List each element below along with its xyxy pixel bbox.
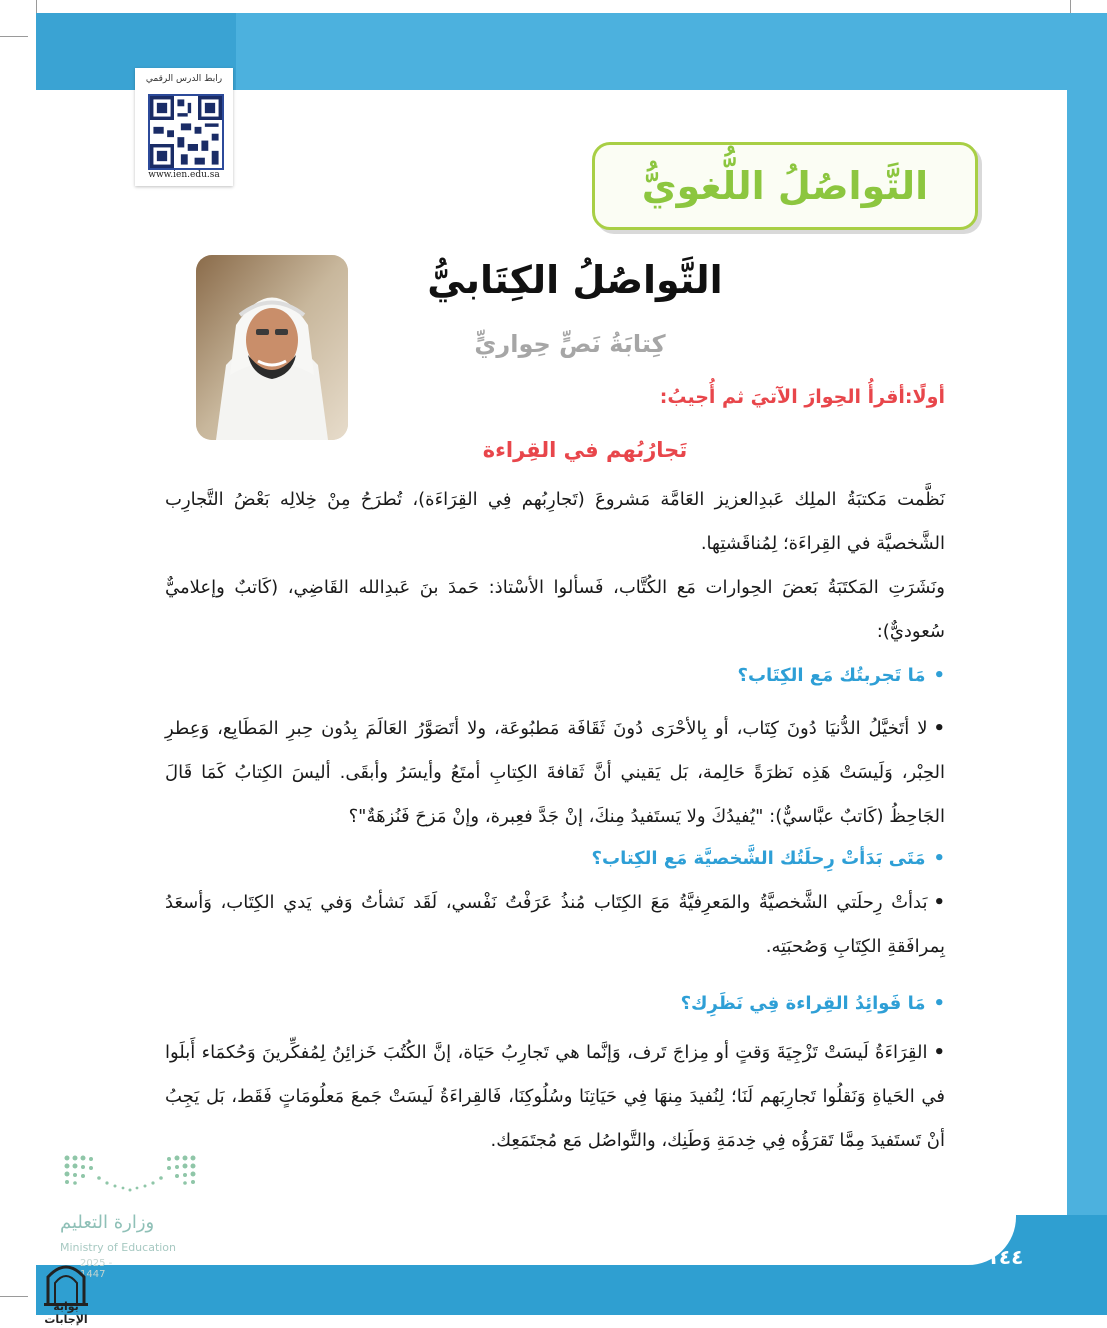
answer-3 (165, 1031, 945, 1163)
intro-paragraph: نَظَّمت مَكتبَةُ الملِك عَبدِالعزيز العَامَّة مَشروعَ (تَجارِبُهم فِي القِرَاءَة)، تُطرَحُ مِنْ خِلالِه بَعْضُ التَّجارِب الشَّخصيَّة في القِراءَة؛ لِمُناقَشتِها. (165, 489, 945, 554)
ministry-name-arabic: وزارة التعليم (60, 1212, 155, 1233)
bullet-icon: • (933, 993, 945, 1014)
instruction-text: أولًا:أقرأُ الحِوارَ الآتيَ ثم أُجيبُ: (659, 386, 945, 408)
bullet-icon: • (933, 892, 945, 913)
qr-code-icon (148, 94, 224, 170)
question-2-text: مَتَى بَدَأتْ رِحلَتُك الشَّخصيَّة مَع الكِتاب؟ (591, 848, 926, 869)
bullet-icon: • (933, 1042, 945, 1063)
author-portrait-image (196, 255, 348, 440)
question-1-text: مَا تَجربتُك مَع الكِتَاب؟ (737, 665, 926, 686)
answer-1 (165, 707, 945, 839)
question-1 (400, 665, 945, 686)
qr-code-card[interactable] (135, 68, 233, 186)
author-photo (196, 255, 348, 440)
ministry-year: 2025 - 1447 (80, 1258, 113, 1280)
answer-3-text: القِرَاءَةُ لَيسَتْ تَزْجِيَةَ وَقتٍ أو مِزاجَ تَرف، وَإنَّما هي تَجارِبُ حَيَاة، إنَّ الكُتُبَ خَزائِنُ لِمُفكِّرينَ وَحُكمَاء أَبلَوا في الحَياةِ وَنَقلُوا تَجارِبَهم لَنَا؛ لِنُفيدَ مِنهَا فِي حَيَاتِنَا وسُلُوكِنَا، فَالقِراءَةُ لَيسَتْ جَمعَ مَعلُومَاتٍ فَقَط، بَل يَجِبُ أنْ تَستَفيدَ مِمَّا تَقرَؤُه فِي خِدمَةِ وَطَنِك، والتَّواصُل مَع مُجتَمَعِك. (165, 1042, 945, 1151)
ministry-name-english: Ministry of Education (60, 1241, 177, 1254)
context-paragraph: ونَشَرَتِ المَكتَبَةُ بَعضَ الحِوارات مَع الكُتَّاب، فَسألوا الأسْتاذ: حَمدَ بنَ عَبدِالله القَاضِي، (كَاتبٌ وإعلاميٌّ سُعوديٌّ): (165, 577, 945, 642)
crop-mark (0, 1296, 28, 1297)
qr-url[interactable]: www.ien.edu.sa (148, 170, 220, 180)
header-panel (236, 13, 1107, 90)
reading-section-heading: تَجارُبُهم في القِراءة (482, 438, 688, 462)
bullet-icon: • (933, 665, 945, 686)
answer-1-text: لا أتَخيَّلُ الدُّنيَا دُونَ كِتَاب، أو بِالأحْرَى دُونَ ثَقَافَة مَطبُوعَة، ولا أتَصَوَّرُ العَالَمَ بِدُون حِبرِ المَطَابِع، وَعِطرِ الحِبْر، وَلَيسَتْ هَذِه نَظرَةً حَالِمة، بَل يَقيني أنَّ ثَقافةَ الكِتابِ أمتَعُ وأيسَرُ وأبقَى. أليسَ الكِتابُ كَمَا قَالَ الجَاحِظُ (كَاتبٌ عبَّاسيٌّ): "يُفيدُكَ ولا يَستَفيدُ مِنكَ، إنْ جَدَّ فعِبرة، وإنْ مَزحَ فَنُزهَةٌ"؟ (165, 718, 945, 827)
watermark-text: بوابة الإجابات (44, 1300, 88, 1326)
page-title: التَّواصُلُ الكِتَابيُّ (427, 258, 723, 302)
crop-mark (0, 36, 28, 37)
question-3 (400, 993, 945, 1014)
question-3-text: مَا فَوائِدُ القِراءة فِي نَظَرِك؟ (680, 993, 926, 1014)
page-subtitle: كِتابَةُ نَصٍّ حِواريٍّ (474, 330, 666, 358)
answer-2 (165, 881, 945, 969)
bullet-icon: • (933, 718, 945, 739)
page-number: ١٤٤ (986, 1245, 1024, 1269)
section-badge (592, 142, 978, 230)
question-2 (400, 848, 945, 869)
answer-2-text: بَدأتْ رِحلَتي الشَّخصيَّةُ والمَعرِفيَّةُ مَعَ الكِتَاب مُنذُ عَرَفْتُ نَفْسي، لَقَد نَشأتُ وَفي يَدي الكِتَاب، وَأسعَدُ بِمرافَقةِ الكِتَابِ وَصُحبَتِه. (165, 892, 945, 957)
bullet-icon: • (933, 848, 945, 869)
section-badge-title: التَّواصُلُ اللُّغويُّ (641, 164, 929, 208)
side-band (1067, 90, 1107, 1215)
qr-label: رابط الدرس الرقمي (145, 74, 223, 84)
